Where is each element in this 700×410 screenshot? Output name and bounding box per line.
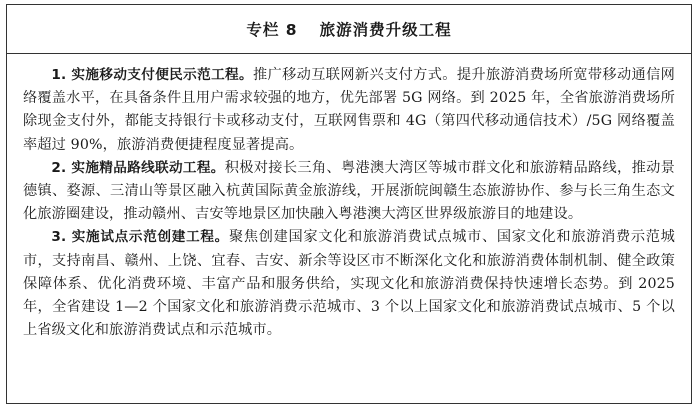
- box-label: 专栏 8: [246, 21, 298, 39]
- paragraph-1-heading: 1. 实施移动支付便民示范工程。: [51, 67, 253, 83]
- paragraph-1-text: 推广移动互联网新兴支付方式。提升旅游消费场所宽带移动通信网络覆盖水平，在具备条件且用户需求较强的地方，优先部署 5G 网络。到 2025 年，全省旅游消费场所除现金支付外，都能支持银行卡或移动支付，互联网售票和 4G（第四代移动通信技术）/5G 网络覆盖率超过 90%，旅游消费便捷程度显著提高。: [23, 67, 675, 153]
- box-header: [7, 5, 691, 54]
- paragraph-2-heading: 2. 实施精品路线联动工程。: [51, 159, 225, 176]
- box-title: 旅游消费升级工程: [319, 21, 452, 39]
- feature-box: [6, 4, 692, 404]
- paragraph-2: [23, 157, 675, 227]
- paragraph-3-text: 聚焦创建国家文化和旅游消费试点城市、国家文化和旅游消费示范城市，支持南昌、赣州、上饶、宜春、吉安、新余等设区市不断深化文化和旅游消费体制机制、健全政策保障体系、优化消费环境、丰富产品和服务供给，实现文化和旅游消费保持快速增长态势。到 2025 年，全省建设 1—2 个国家文化和旅游消费示范城市、3 个以上国家文化和旅游消费试点城市、5 个以上省级文化和旅游消费试点和示范城市。: [23, 229, 675, 339]
- paragraph-2-text: 积极对接长三角、粤港澳大湾区等城市群文化和旅游精品路线，推动景德镇、婺源、三清山等景区融入杭黄国际黄金旅游线，开展浙皖闽赣生态旅游协作、参与长三角生态文化旅游圈建设，推动赣州、吉安等地景区加快融入粤港澳大湾区世界级旅游目的地建设。: [23, 159, 675, 223]
- paragraph-3-heading: 3. 实施试点示范创建工程。: [51, 229, 229, 246]
- paragraph-1: [23, 64, 675, 157]
- box-body: [7, 54, 691, 348]
- paragraph-3: [23, 226, 675, 342]
